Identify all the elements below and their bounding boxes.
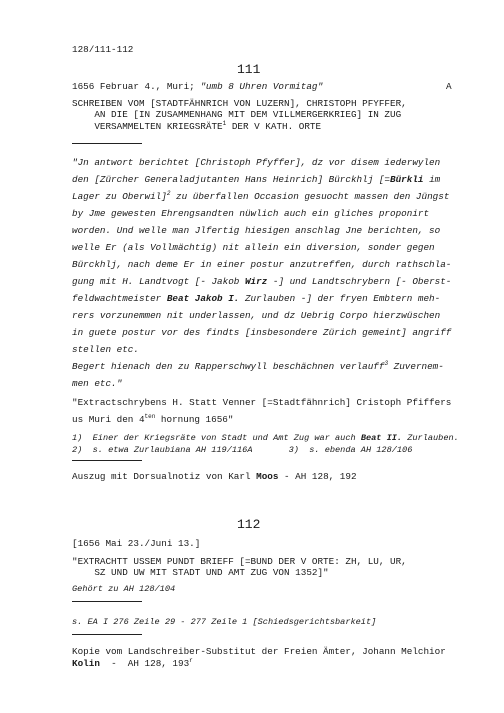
copy-name-bold: Kolin bbox=[72, 658, 100, 669]
copy-sup: r bbox=[189, 657, 193, 664]
dorsal-line-2 bbox=[72, 411, 460, 428]
footnote-2-3: 2) s. etwa Zurlaubiana AH 119/116A 3) s. ebenda AH 128/106 bbox=[72, 445, 413, 455]
doc111-title-line-3 bbox=[72, 121, 460, 132]
divider bbox=[72, 460, 142, 461]
body-text: -] und Landtschrybern [- Oberst- bbox=[267, 276, 452, 287]
body-line-14: men etc." bbox=[72, 378, 123, 389]
body-line-8 bbox=[72, 273, 460, 290]
body-text: Zurlauben -] der fryen Embtern meh- bbox=[239, 293, 441, 304]
body-name-bold: Wirz bbox=[244, 276, 268, 287]
body-line-9 bbox=[72, 290, 460, 307]
dorsal-note bbox=[72, 394, 460, 428]
body-line-13 bbox=[72, 358, 460, 375]
doc111-date: 1656 Februar 4., Muri; bbox=[72, 81, 201, 92]
doc111-title bbox=[72, 98, 460, 132]
body-line-5: worden. Und welle man Jlfertig hiesigen anschlag Jne berichten, so bbox=[72, 225, 441, 236]
body-line-2 bbox=[72, 171, 460, 188]
doc111-title-line-3-text: VERSAMMELTEN KRIEGSRÄTE bbox=[72, 120, 223, 132]
document-number-112: 112 bbox=[237, 517, 261, 532]
source-ref: - AH 128, 192 bbox=[278, 471, 357, 482]
copy-line-2 bbox=[72, 658, 460, 670]
body-text: Begert hienach den zu Rapperschwyll beschächnen verlauff bbox=[72, 361, 385, 372]
copy-ref: - AH 128, 193 bbox=[99, 658, 190, 669]
document-number-111: 111 bbox=[237, 62, 261, 77]
body-text: zu überfallen Occasion gesuocht massen den Jüngst bbox=[170, 191, 450, 202]
doc112-copy-note bbox=[72, 646, 460, 670]
doc111-title-line-3-end: DER V KATH. ORTE bbox=[226, 120, 322, 132]
doc111-marker: A bbox=[446, 81, 452, 92]
doc112-title-line-2: SZ UND UW MIT STADT UND AMT ZUG VON 1352]" bbox=[72, 567, 329, 579]
footnotes bbox=[72, 433, 460, 457]
page-reference: 128/111-112 bbox=[72, 44, 134, 55]
body-name-bold: Bürkli bbox=[390, 174, 424, 185]
footnote-ref-1: 1 bbox=[222, 119, 227, 127]
footnote-text: Zurlauben. bbox=[402, 433, 459, 443]
body-text: Zuvernem- bbox=[388, 361, 444, 372]
doc112-reference: s. EA I 276 Zeile 29 - 277 Zeile 1 [Schiedsgerichtsbarkeit] bbox=[72, 617, 377, 627]
footnote-name-bold: Beat II. bbox=[360, 433, 403, 443]
source-name-bold: Moos bbox=[256, 471, 279, 482]
doc111-title-line-2: AN DIE [IN ZUSAMMENHANG MIT DEM VILLMERGERKRIEG] IN ZUG bbox=[72, 109, 402, 121]
body-text: im bbox=[423, 174, 441, 185]
footnote-ref-3: 3 bbox=[384, 360, 389, 367]
source-text: Auszug mit Dorsualnotiz von Karl bbox=[72, 471, 257, 482]
body-line-12: stellen etc. bbox=[72, 344, 139, 355]
doc112-title-line-1: "EXTRACHTT USSEM PUNDT BRIEFF [=BUND DER V ORTE: ZH, LU, UR, bbox=[72, 556, 407, 567]
body-line-7: Bürckhlj, nach deme Er in einer postur anzutreffen, durch rathschla- bbox=[72, 259, 452, 270]
body-line-1: "Jn antwort berichtet [Christoph Pfyffer], dz vor disem iederwylen bbox=[72, 157, 441, 168]
body-text: den [Zürcher Generaladjutanten Hans Heinrich] Bürckhlj [= bbox=[72, 174, 391, 185]
body-line-4: by Jme gewesten Ehrengsandten nüwlich auch ein gliches proponirt bbox=[72, 208, 430, 219]
body-text: feldwachtmeister bbox=[72, 293, 167, 304]
footnote-1 bbox=[72, 433, 460, 445]
doc111-date-line bbox=[72, 81, 323, 92]
doc111-time-note: "umb 8 Uhren Vormitag" bbox=[200, 81, 324, 92]
divider bbox=[72, 634, 142, 635]
body-line-6: welle Er (als Vollmächtig) nit allein ein diversion, sonder gegen bbox=[72, 242, 435, 253]
doc111-body bbox=[72, 154, 460, 392]
copy-line-1: Kopie vom Landschreiber-Substitut der Freien Ämter, Johann Melchior bbox=[72, 646, 446, 657]
source-line bbox=[72, 471, 357, 482]
body-text: Lager zu Oberwil] bbox=[72, 191, 167, 202]
divider bbox=[72, 601, 142, 602]
dorsal-text: hornung 1656" bbox=[155, 414, 234, 425]
body-line-3 bbox=[72, 188, 460, 205]
dorsal-line-1: "Extractschrybens H. Statt Venner [=Stadtfähnrich] Cristoph Pfiffers bbox=[72, 397, 452, 408]
dorsal-text: us Muri den 4 bbox=[72, 414, 145, 425]
footnote-text: 1) Einer der Kriegsräte von Stadt und Amt Zug war auch bbox=[72, 433, 361, 443]
body-text: gung mit H. Landtvogt [- Jakob bbox=[72, 276, 245, 287]
doc111-title-line-1: SCHREIBEN VOM [STADTFÄHNRICH VON LUZERN], CHRISTOPH PFYFFER, bbox=[72, 98, 407, 109]
body-line-10: rers vorzunemmen nit underlassen, und dz Uebrig Corpo hierzwüschen bbox=[72, 310, 441, 321]
divider bbox=[72, 143, 142, 144]
footnote-ref-2: 2 bbox=[166, 190, 171, 197]
dorsal-sup: ten bbox=[144, 413, 156, 420]
doc112-title bbox=[72, 556, 460, 579]
doc112-date: [1656 Mai 23./Juni 13.] bbox=[72, 538, 201, 549]
body-name-bold: Beat Jakob I. bbox=[166, 293, 240, 304]
body-line-11: in guete postur vor des findts [insbesondere Zürich gemeint] angriff bbox=[72, 327, 452, 338]
doc112-belongs-note: Gehört zu AH 128/104 bbox=[72, 584, 176, 594]
